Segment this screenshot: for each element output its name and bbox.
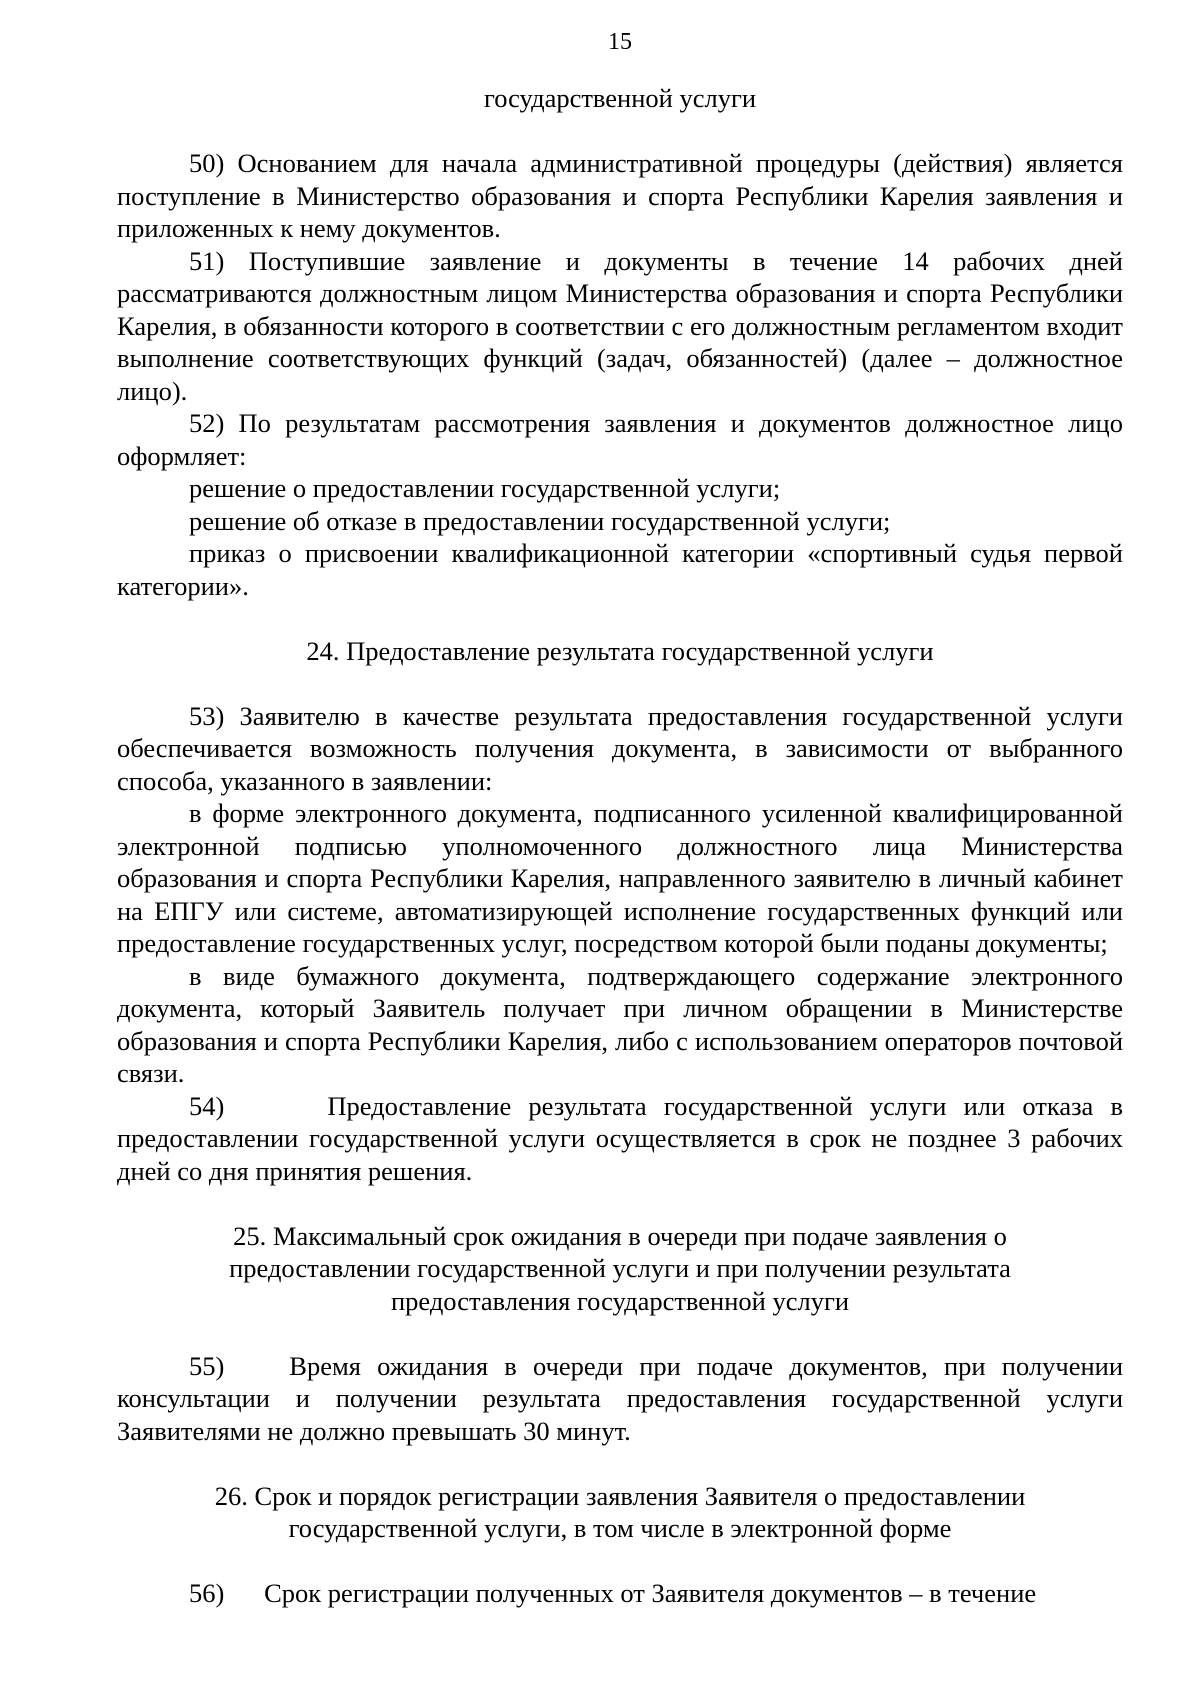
paragraph-56: 56) Срок регистрации полученных от Заявителя документов – в течение [189,1578,1037,1608]
paragraph-paper-form: в виде бумажного документа, подтверждающего содержание электронного документа, который Заявитель получает при личном обращении в Министерстве образования и спорта Республики Карелия, либо с использованием операторов почтовой связи. [117,960,1123,1088]
section-heading-26-line-1: 26. Срок и порядок регистрации заявления Заявителя о предоставлении [214,1480,1026,1511]
section-heading-26 [117,1480,1123,1545]
list-item-decision-grant: решение о предоставлении государственной услуги; [189,473,781,503]
heading-continuation: государственной услуги [483,83,757,113]
paragraph-53: 53) Заявителю в качестве результата предоставления государственной услуги обеспечивается возможность получения документа, в зависимости от выбранного способа, указанного в заявлении: [117,700,1123,796]
section-heading-25-line-2: предоставлении государственной услуги и при получении результата [229,1253,1011,1283]
paragraph-electronic-form: в форме электронного документа, подписанного усиленной квалифицированной электронной подписью уполномоченного должностного лица Министерства образования и спорта Республики Карелия, направленного заявителю в личный кабинет на ЕПГУ или системе, автоматизирующей исполнение государственных функций или предоставление государственных услуг, посредством которой были поданы документы; [117,798,1123,958]
section-heading-25 [117,1220,1123,1318]
page-number: 15 [608,29,632,55]
paragraph-55: 55) Время ожидания в очереди при подаче документов, при получении консультации и получении результата предоставления государственной услуги Заявителями не должно превышать 30 минут. [117,1350,1130,1446]
section-heading-25-line-1: 25. Максимальный срок ожидания в очереди при подаче заявления о [233,1220,1007,1251]
paragraph-51: 51) Поступившие заявление и документы в течение 14 рабочих дней рассматриваются должностным лицом Министерства образования и спорта Республики Карелия, в обязанности которого в соответствии с его должностным регламентом входит выполнение соответствующих функций (задач, обязанностей) (далее – должностное лицо). [117,245,1123,406]
document-body [117,82,1130,1610]
paragraph-52: 52) По результатам рассмотрения заявления и документов должностное лицо оформляет: [117,408,1123,471]
paragraph-54: 54) Предоставление результата государственной услуги или отказа в предоставлении государственной услуги осуществляется в срок не позднее 3 рабочих дней со дня принятия решения. [117,1090,1130,1186]
list-item-decision-refusal: решение об отказе в предоставлении государственной услуги; [189,505,891,536]
section-heading-25-line-3: предоставления государственной услуги [390,1285,850,1316]
list-item-order: приказ о присвоении квалификационной категории «спортивный судья первой категории». [117,538,1123,601]
section-heading-26-line-2: государственной услуги, в том числе в электронной форме [288,1513,952,1543]
section-heading-24: 24. Предоставление результата государственной услуги [306,635,934,666]
paragraph-50: 50) Основанием для начала административной процедуры (действия) является поступление в Министерство образования и спорта Республики Карелия заявления и приложенных к нему документов. [117,148,1123,243]
